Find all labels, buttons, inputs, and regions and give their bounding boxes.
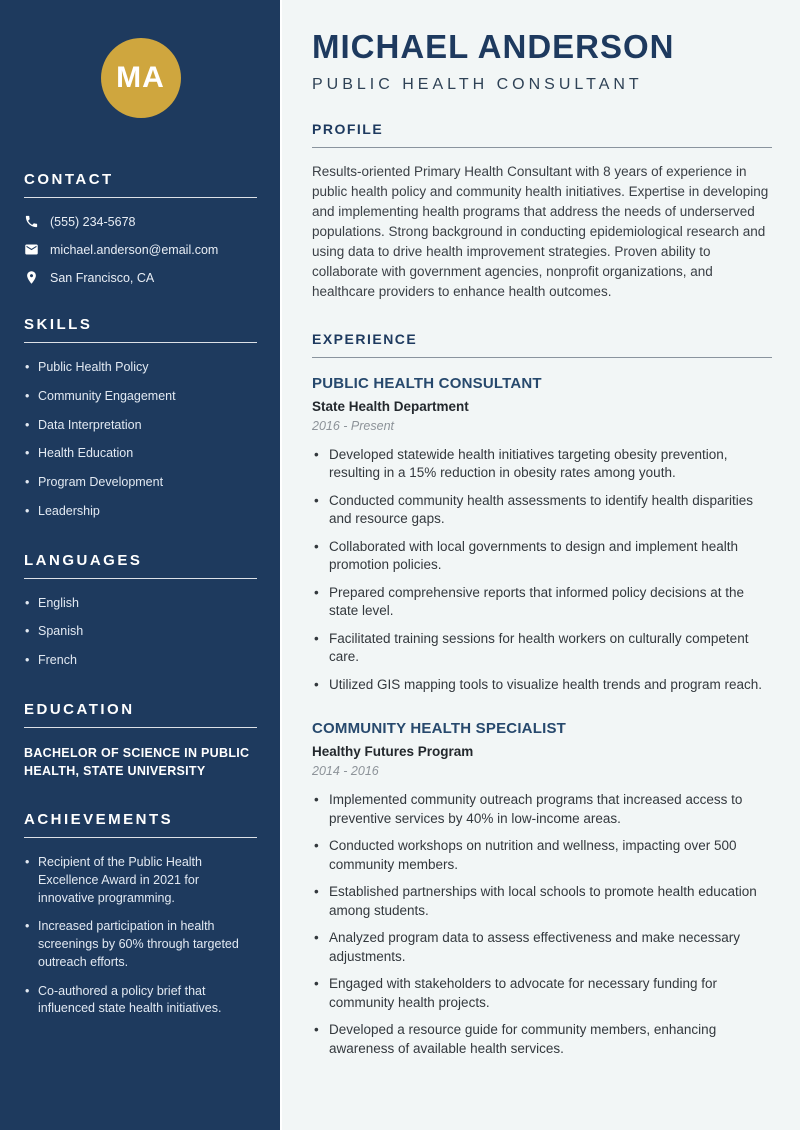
- languages-list: [24, 595, 257, 670]
- job-bullet-list: [312, 446, 772, 695]
- language-item: • English: [24, 595, 257, 613]
- email-icon: [24, 242, 39, 257]
- experience-section: [312, 331, 772, 1059]
- job-title: COMMUNITY HEALTH SPECIALIST: [312, 720, 567, 738]
- job-company: State Health Department: [312, 398, 469, 414]
- job-bullet: • Utilized GIS mapping tools to visualize health trends and program reach.: [312, 676, 772, 695]
- contact-location-row: [24, 270, 257, 285]
- contact-email-row: [24, 242, 257, 257]
- job-bullet: • Analyzed program data to assess effectiveness and make necessary adjustments.: [312, 929, 772, 966]
- skill-item: • Leadership: [24, 503, 257, 521]
- languages-section: [24, 552, 257, 670]
- profile-text: Results-oriented Primary Health Consultant with 8 years of experience in public health policy and community health initiatives. Expertise in developing and implementing health programs that address the needs of underserved populations. Strong background in conducting epidemiological research and using data to drive health improvement strategies. Proven ability to collaborate with government agencies, nonprofit organizations, and healthcare providers to enhance health outcomes.: [312, 163, 769, 299]
- achievements-section: [24, 811, 257, 1018]
- job-bullet: • Established partnerships with local schools to promote health education among students.: [312, 883, 772, 920]
- job-bullet: • Implemented community outreach programs that increased access to preventive services by 40% in low-income areas.: [312, 791, 772, 828]
- languages-heading: LANGUAGES: [24, 552, 257, 579]
- jobs-list: [312, 375, 772, 1059]
- job-company: Healthy Futures Program: [312, 744, 474, 760]
- achievement-item: • Recipient of the Public Health Excellence Award in 2021 for innovative programming.: [24, 854, 257, 907]
- contact-phone-row: [24, 214, 257, 229]
- achievements-heading: ACHIEVEMENTS: [24, 811, 257, 838]
- job-bullet: • Prepared comprehensive reports that informed policy decisions at the state level.: [312, 584, 772, 621]
- education-heading: EDUCATION: [24, 701, 257, 728]
- page-title: MICHAEL ANDERSON: [312, 28, 675, 65]
- skill-item: • Community Engagement: [24, 388, 257, 406]
- job-bullet: • Conducted community health assessments to identify health disparities and resource gaps.: [312, 492, 772, 529]
- job-title: PUBLIC HEALTH CONSULTANT: [312, 374, 542, 392]
- contact-section: [24, 171, 257, 285]
- location-text: San Francisco, CA: [50, 270, 155, 285]
- main-content: [280, 0, 800, 1130]
- skills-heading: SKILLS: [24, 316, 257, 343]
- achievement-item: • Co-authored a policy brief that influenced state health initiatives.: [24, 983, 257, 1019]
- job-dates: 2016 - Present: [312, 418, 394, 433]
- profile-section: [312, 121, 772, 302]
- skills-section: [24, 316, 257, 521]
- job-bullet: • Developed statewide health initiatives targeting obesity prevention, resulting in a 15% reduction in obesity rates among youth.: [312, 446, 772, 483]
- sidebar: [0, 0, 280, 1130]
- achievement-item: • Increased participation in health screenings by 60% through targeted outreach efforts.: [24, 918, 257, 971]
- skill-item: • Public Health Policy: [24, 359, 257, 377]
- language-item: • French: [24, 652, 257, 670]
- avatar-initials: MA: [116, 61, 165, 94]
- job-subtitle: PUBLIC HEALTH CONSULTANT: [312, 75, 643, 93]
- education-section: [24, 701, 257, 780]
- job-entry: [312, 720, 772, 1058]
- phone-icon: [24, 214, 39, 229]
- job-bullet-list: [312, 791, 772, 1058]
- skills-list: [24, 359, 257, 521]
- skill-item: • Program Development: [24, 474, 257, 492]
- profile-heading: PROFILE: [312, 121, 772, 148]
- education-degree: BACHELOR OF SCIENCE IN PUBLIC HEALTH, STATE UNIVERSITY: [24, 745, 250, 778]
- job-bullet: • Developed a resource guide for community members, enhancing awareness of available health services.: [312, 1021, 772, 1058]
- contact-heading: CONTACT: [24, 171, 257, 198]
- location-icon: [24, 270, 39, 285]
- skill-item: • Data Interpretation: [24, 417, 257, 435]
- job-bullet: • Facilitated training sessions for health workers on culturally competent care.: [312, 630, 772, 667]
- language-item: • Spanish: [24, 623, 257, 641]
- avatar: [101, 38, 181, 118]
- skill-item: • Health Education: [24, 445, 257, 463]
- experience-heading: EXPERIENCE: [312, 331, 772, 358]
- email-address: michael.anderson@email.com: [50, 242, 219, 257]
- job-bullet: • Engaged with stakeholders to advocate for necessary funding for community health projects.: [312, 975, 772, 1012]
- job-entry: [312, 375, 772, 695]
- job-bullet: • Conducted workshops on nutrition and wellness, impacting over 500 community members.: [312, 837, 772, 874]
- job-bullet: • Collaborated with local governments to design and implement health promotion policies.: [312, 538, 772, 575]
- achievements-list: [24, 854, 257, 1018]
- phone-number: (555) 234-5678: [50, 214, 136, 229]
- job-dates: 2014 - 2016: [312, 764, 379, 779]
